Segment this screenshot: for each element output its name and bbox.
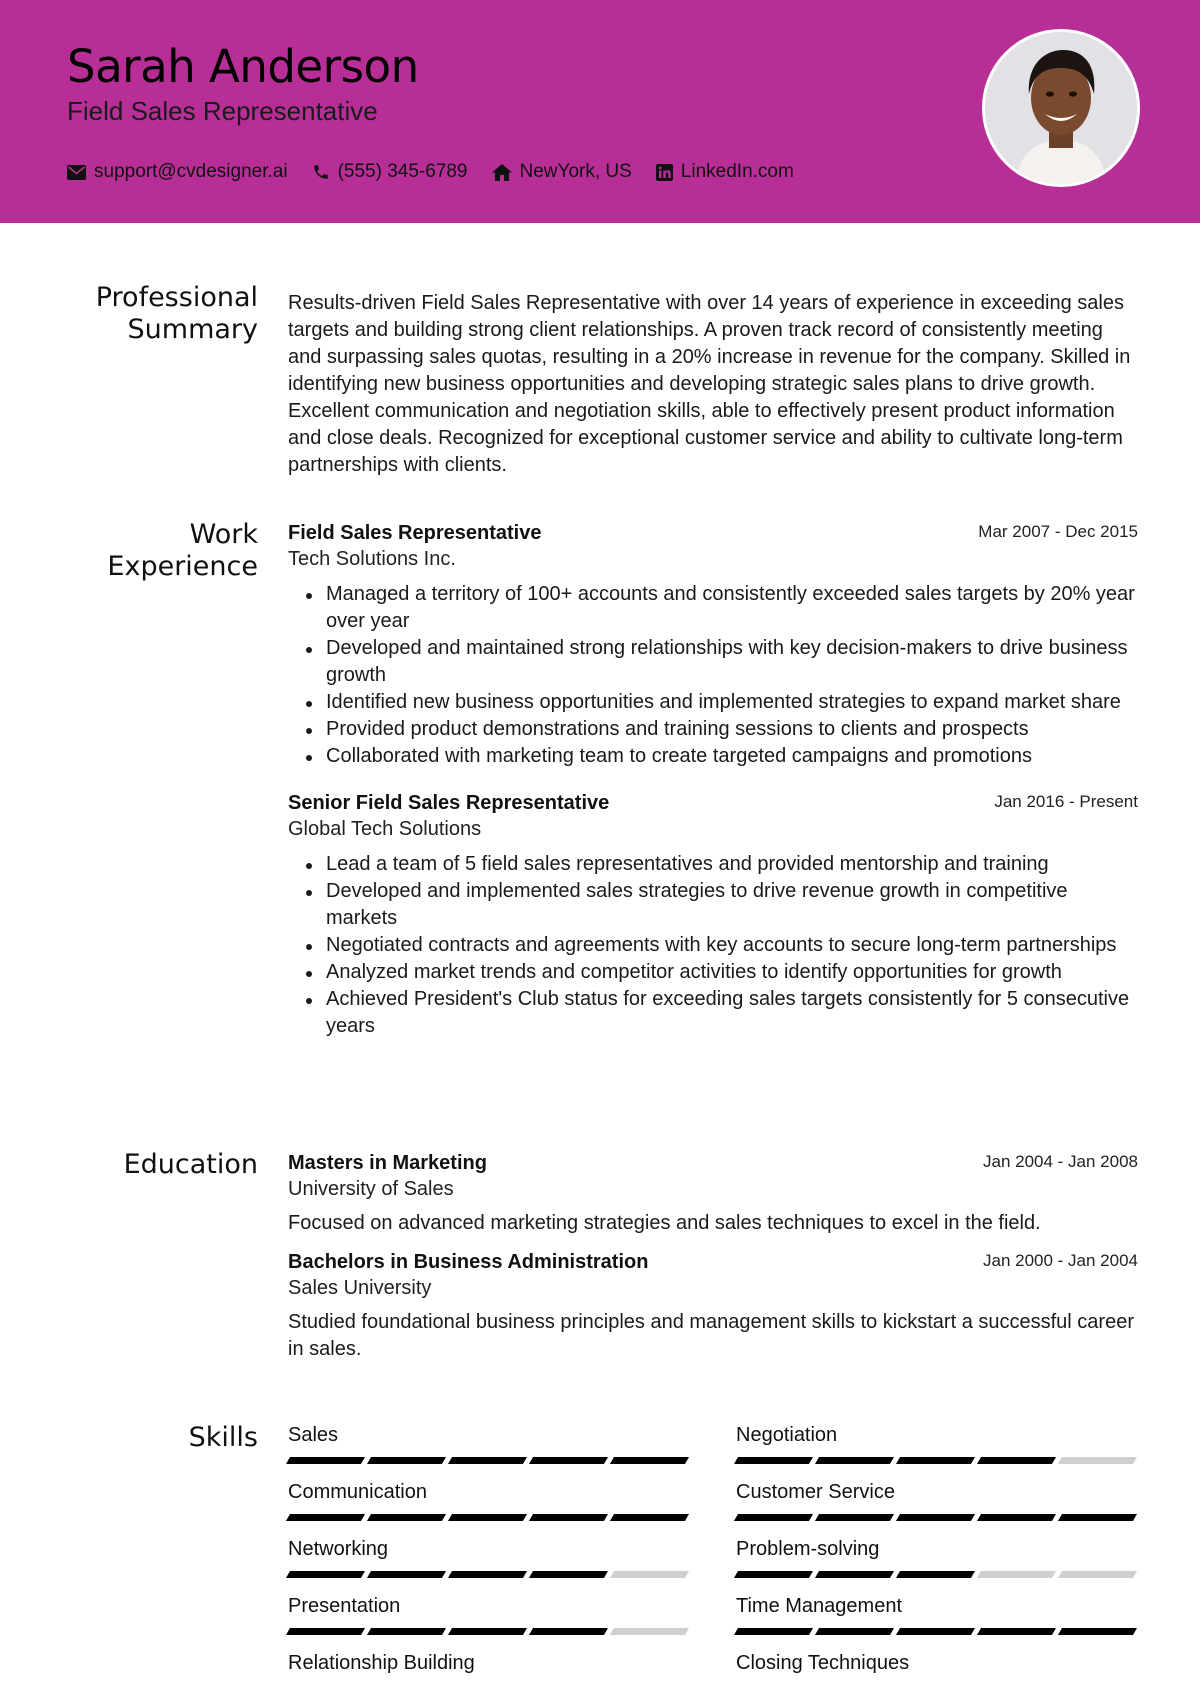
skill-level-bar [736, 1514, 1138, 1521]
summary-heading-line2: Summary [127, 314, 258, 345]
skill-item [288, 1593, 690, 1635]
skill-segment-filled [529, 1514, 608, 1521]
avatar [982, 29, 1140, 187]
contact-phone-text: (555) 345-6789 [337, 161, 468, 182]
skill-name: Time Management [736, 1595, 902, 1617]
contact-email[interactable] [67, 161, 288, 183]
degree-title: Masters in Marketing [288, 1152, 487, 1174]
job-bullet: Developed and implemented sales strategies to drive revenue growth in competitive markets [288, 878, 1138, 932]
job-bullet: Managed a territory of 100+ accounts and consistently exceeded sales targets by 20% year over year [288, 581, 1138, 635]
job-bullet: Identified new business opportunities and implemented strategies to expand market share [288, 689, 1138, 716]
skill-name: Problem-solving [736, 1538, 880, 1560]
skill-segment-filled [896, 1457, 975, 1464]
skill-name: Communication [288, 1481, 427, 1503]
skill-name: Sales [288, 1424, 339, 1446]
skill-item [288, 1650, 690, 1684]
skill-segment-filled [448, 1571, 527, 1578]
degree-date: Jan 2004 - Jan 2008 [982, 1152, 1138, 1171]
phone-icon [312, 163, 330, 181]
school-name: Sales University [288, 1277, 432, 1299]
job-bullet: Achieved President's Club status for exceeding sales targets consistently for 5 consecutive years [288, 986, 1138, 1040]
education-entry [288, 1249, 1138, 1363]
skill-item [736, 1593, 1138, 1635]
job-entry [288, 790, 1138, 1040]
school-name: University of Sales [288, 1178, 454, 1200]
job-company: Tech Solutions Inc. [288, 548, 456, 570]
skill-segment-filled [286, 1628, 365, 1635]
skill-level-bar [736, 1628, 1138, 1635]
home-icon [492, 164, 512, 181]
degree-description: Focused on advanced marketing strategies and sales techniques to excel in the field. [288, 1212, 1041, 1234]
job-bullet: Analyzed market trends and competitor activities to identify opportunities for growth [288, 959, 1138, 986]
skill-segment-filled [815, 1571, 894, 1578]
skill-segment-filled [286, 1571, 365, 1578]
skill-level-bar [736, 1457, 1138, 1464]
job-bullet: Provided product demonstrations and training sessions to clients and prospects [288, 716, 1138, 743]
summary-section [288, 290, 1138, 479]
candidate-title: Field Sales Representative [67, 96, 378, 126]
job-bullet: Lead a team of 5 field sales representatives and provided mentorship and training [288, 851, 1138, 878]
skill-item [288, 1536, 690, 1578]
skill-item [736, 1422, 1138, 1464]
skill-segment-filled [529, 1571, 608, 1578]
skill-name: Presentation [288, 1595, 401, 1617]
candidate-name: Sarah Anderson [67, 40, 419, 93]
skill-segment-filled [896, 1628, 975, 1635]
skill-level-bar [736, 1571, 1138, 1578]
job-title: Field Sales Representative [288, 522, 542, 544]
skill-segment-filled [896, 1514, 975, 1521]
skill-segment-empty [977, 1571, 1056, 1578]
job-bullets [288, 851, 1138, 1040]
contact-location-text: NewYork, US [519, 161, 632, 182]
contact-email-text: support@cvdesigner.ai [94, 161, 288, 182]
education-heading: Education [123, 1149, 258, 1180]
skill-segment-filled [529, 1628, 608, 1635]
skill-segment-filled [815, 1514, 894, 1521]
skill-item [288, 1479, 690, 1521]
skill-segment-filled [448, 1457, 527, 1464]
profile-photo [985, 32, 1137, 184]
skill-segment-filled [286, 1514, 365, 1521]
education-section [288, 1150, 1138, 1363]
envelope-icon [67, 165, 86, 180]
skill-name: Negotiation [736, 1424, 838, 1446]
degree-description: Studied foundational business principles and management skills to kickstart a successful career in sales. [288, 1311, 1134, 1360]
job-title: Senior Field Sales Representative [288, 792, 610, 814]
summary-text: Results-driven Field Sales Representative with over 14 years of experience in exceeding sales targets and building strong client relationships. A proven track record of consistently meeting and surpassing sales quotas, resulting in a 20% increase in revenue for the company. Skilled in identifying new business opportunities and developing strategic sales plans to drive growth. Excellent communication and negotiation skills, able to effectively present product information and close deals. Recognized for exceptional customer service and ability to cultivate long-term partnerships with clients. [288, 292, 1131, 476]
experience-heading-line2: Experience [107, 551, 258, 582]
skill-segment-filled [734, 1571, 813, 1578]
resume-header [0, 0, 1200, 223]
skill-name: Relationship Building [288, 1652, 475, 1674]
skill-segment-filled [610, 1457, 689, 1464]
skill-name: Closing Techniques [736, 1652, 910, 1674]
skill-name: Customer Service [736, 1481, 895, 1503]
skill-level-bar [288, 1628, 690, 1635]
skill-segment-filled [734, 1514, 813, 1521]
skill-segment-filled [977, 1457, 1056, 1464]
contact-linkedin[interactable] [656, 161, 794, 183]
skill-segment-filled [367, 1514, 446, 1521]
summary-heading [40, 282, 258, 346]
job-bullet: Developed and maintained strong relationships with key decision-makers to drive business growth [288, 635, 1138, 689]
skill-item [736, 1650, 1138, 1684]
education-entry [288, 1150, 1138, 1237]
skill-segment-filled [367, 1628, 446, 1635]
job-entry [288, 520, 1138, 770]
job-company: Global Tech Solutions [288, 818, 482, 840]
skill-segment-filled [1058, 1628, 1137, 1635]
job-bullets [288, 581, 1138, 770]
skill-segment-filled [896, 1571, 975, 1578]
skill-segment-filled [286, 1457, 365, 1464]
skill-segment-filled [610, 1514, 689, 1521]
skill-item [288, 1422, 690, 1464]
skill-name: Networking [288, 1538, 389, 1560]
skill-segment-filled [815, 1628, 894, 1635]
skill-item [736, 1536, 1138, 1578]
skill-segment-empty [610, 1571, 689, 1578]
skill-segment-filled [977, 1628, 1056, 1635]
skill-segment-filled [734, 1457, 813, 1464]
summary-heading-line1: Professional [95, 282, 258, 313]
contact-phone[interactable] [312, 161, 468, 183]
experience-section [288, 520, 1138, 1040]
skill-level-bar [288, 1571, 690, 1578]
skill-level-bar [288, 1457, 690, 1464]
skill-segment-filled [448, 1628, 527, 1635]
job-date: Mar 2007 - Dec 2015 [978, 522, 1138, 541]
skill-segment-empty [1058, 1457, 1137, 1464]
experience-heading-line1: Work [189, 519, 258, 550]
contact-row [67, 158, 818, 186]
skill-segment-filled [367, 1571, 446, 1578]
skill-segment-filled [529, 1457, 608, 1464]
experience-heading [40, 519, 258, 583]
job-bullet: Collaborated with marketing team to create targeted campaigns and promotions [288, 743, 1138, 770]
job-bullet: Negotiated contracts and agreements with key accounts to secure long-term partnerships [288, 932, 1138, 959]
skill-segment-filled [367, 1457, 446, 1464]
degree-title: Bachelors in Business Administration [288, 1251, 649, 1273]
linkedin-icon [656, 164, 673, 181]
skill-item [736, 1479, 1138, 1521]
skill-segment-empty [610, 1628, 689, 1635]
contact-location [492, 161, 632, 183]
skills-heading: Skills [188, 1422, 258, 1453]
skill-segment-filled [734, 1628, 813, 1635]
skill-segment-filled [1058, 1514, 1137, 1521]
contact-linkedin-text: LinkedIn.com [680, 161, 794, 182]
skill-segment-filled [448, 1514, 527, 1521]
skill-segment-filled [977, 1514, 1056, 1521]
skill-level-bar [288, 1514, 690, 1521]
job-date: Jan 2016 - Present [994, 792, 1138, 811]
skill-segment-filled [815, 1457, 894, 1464]
skill-segment-empty [1058, 1571, 1137, 1578]
degree-date: Jan 2000 - Jan 2004 [982, 1251, 1138, 1270]
